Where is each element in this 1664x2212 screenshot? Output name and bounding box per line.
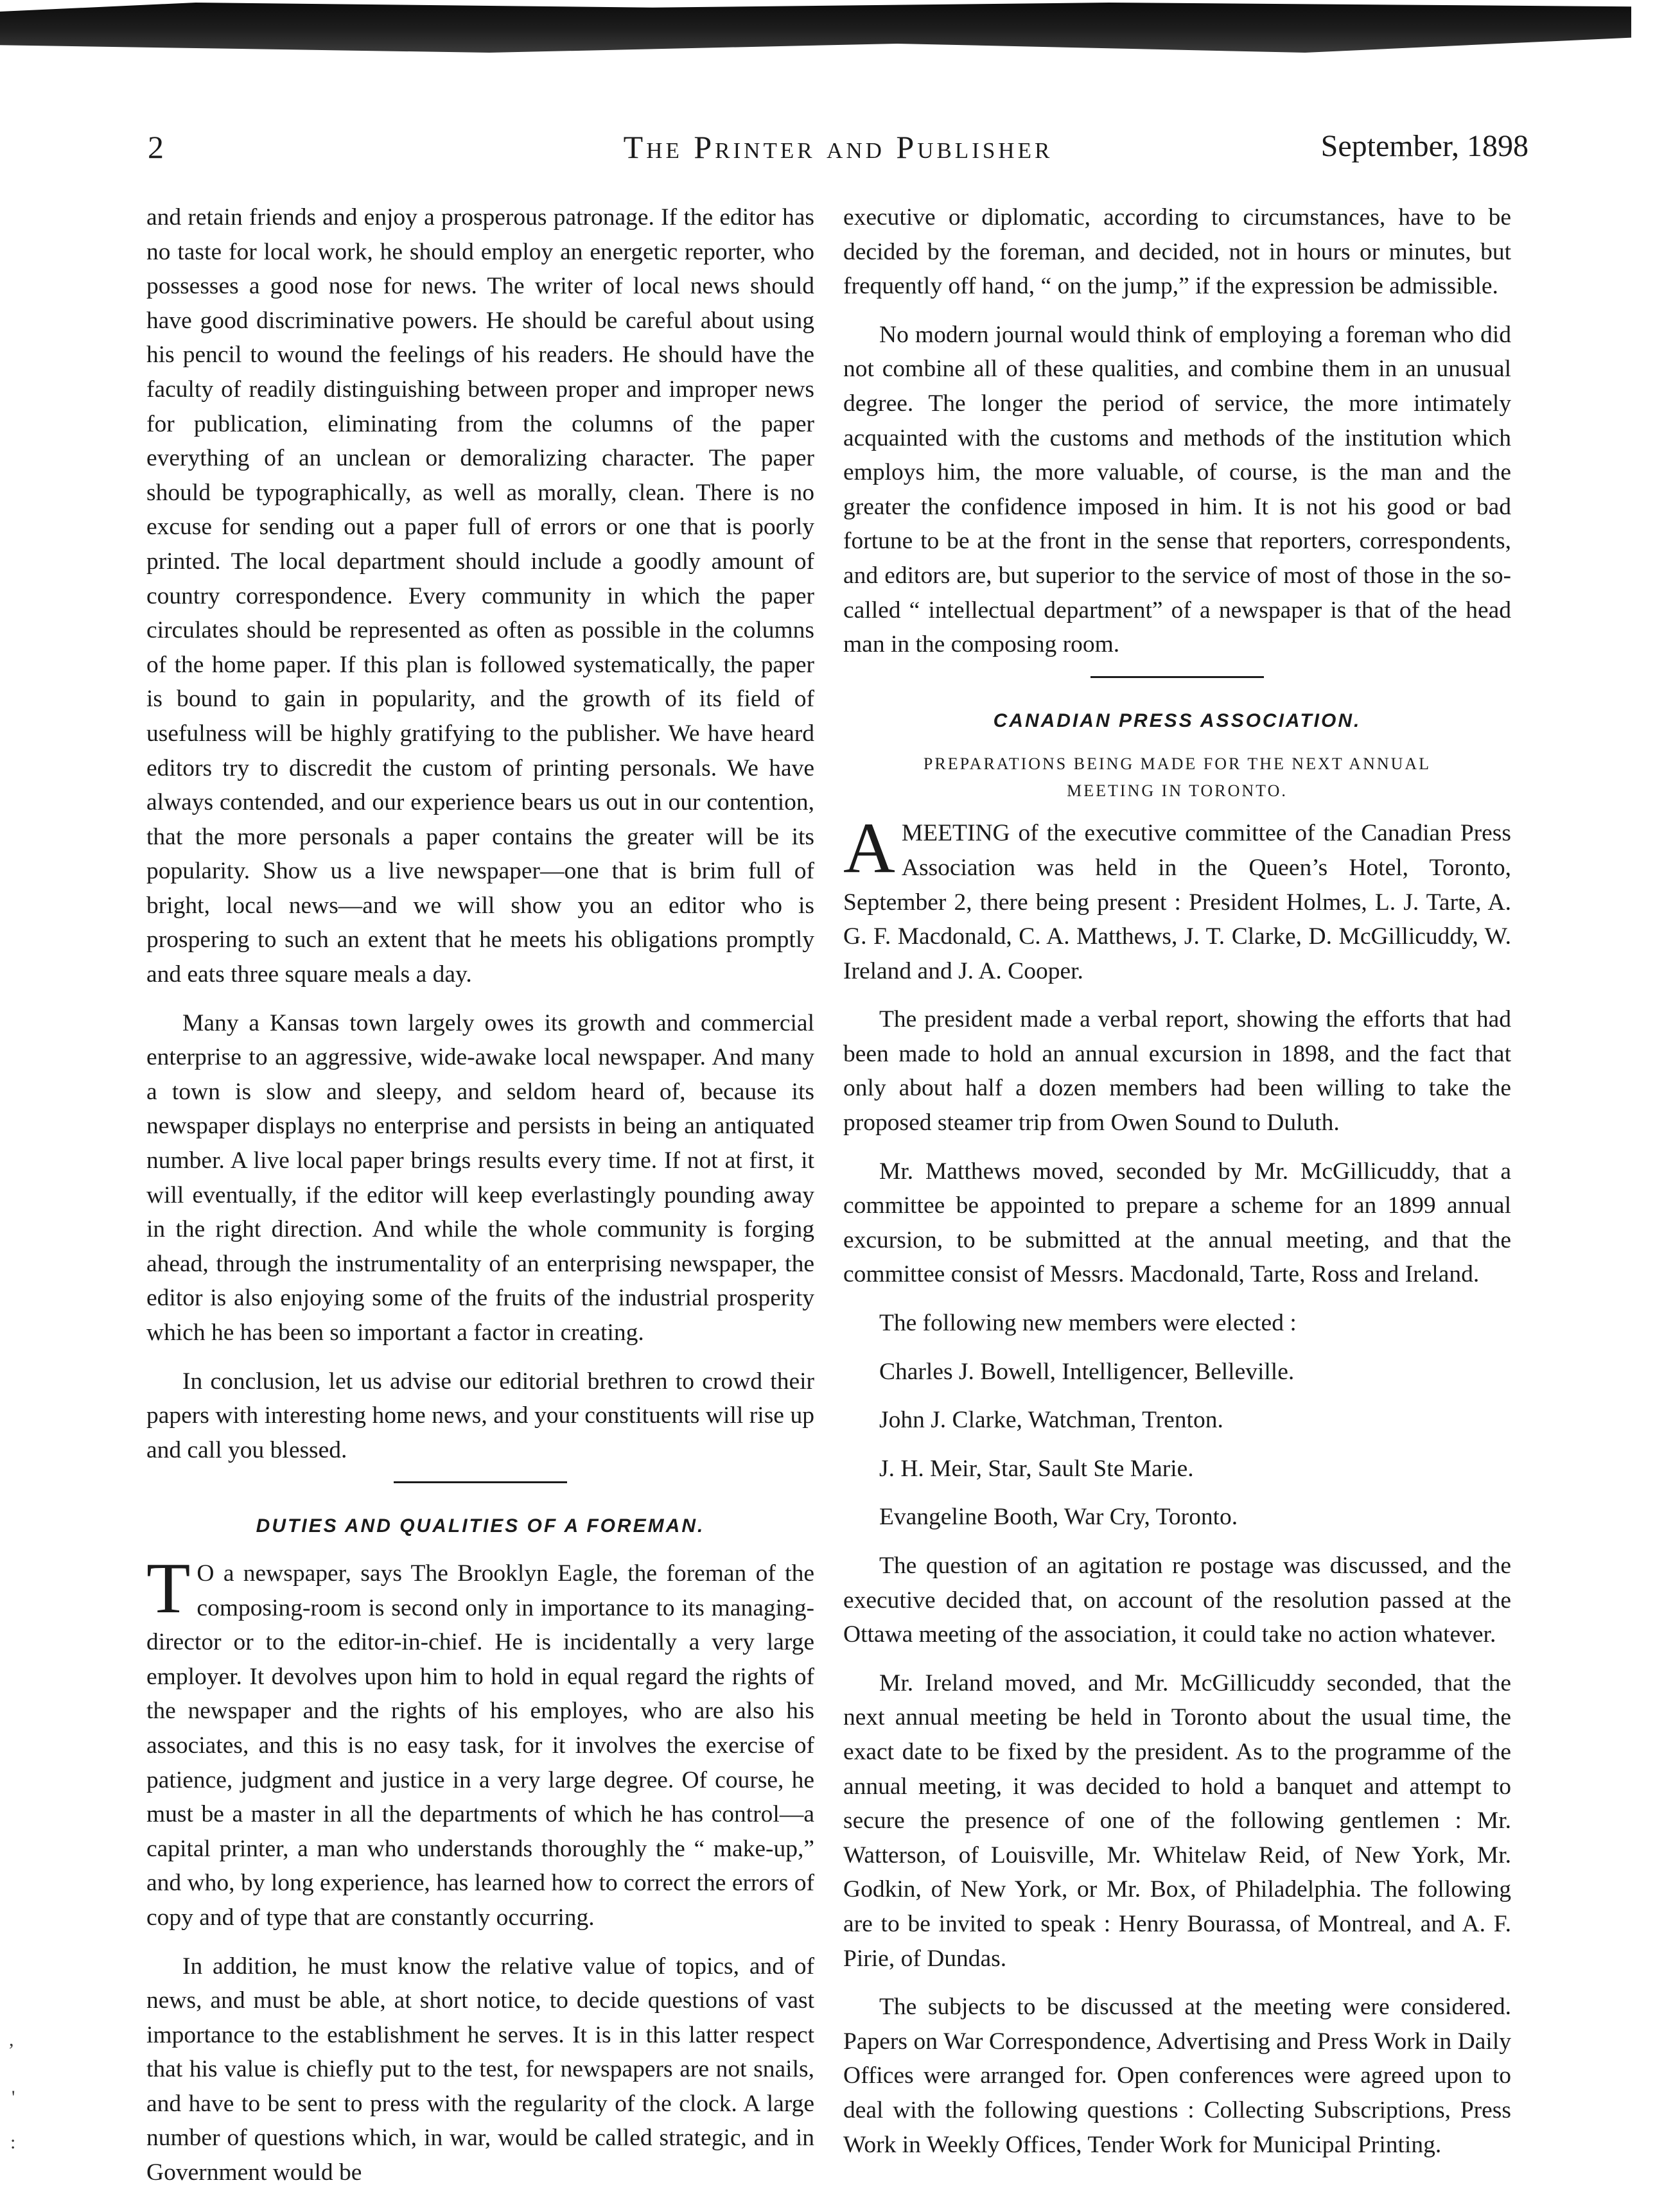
- right-column: [843, 200, 1511, 2176]
- margin-speck: ': [12, 2087, 15, 2108]
- paragraph-text: MEETING of the executive committee of the Canadian Press Association was held in the Queen’s Hotel, Toronto, September 2, there being present : President Holmes, L. J. Tarte, A. G. F. Macdonald, C. A. Matthews, J. T. Clarke, D. McGillicuddy, W. Ireland and J. A. Cooper.: [843, 820, 1511, 984]
- left-column: [146, 200, 814, 2204]
- paragraph: Mr. Matthews moved, seconded by Mr. McGillicuddy, that a committee be appointed to prepare a scheme for an 1899 annual excursion, to be submitted at the annual meeting, and that the committee consist of Messrs. Macdonald, Tarte, Ross and Ireland.: [843, 1158, 1511, 1288]
- members-intro: The following new members were elected :: [879, 1310, 1297, 1337]
- paragraph: No modern journal would think of employing a foreman who did not combine all of these qualities, and combine them in an unusual degree. The longer the period of service, the more intimately acquainted with the customs and methods of the institution which employs him, the more valuable, of course, is the man and the greater the confidence imposed in him. It is not his good or bad fortune to be at the front in the sense that reporters, correspondents, and editors are, but superior to the service of most of those in the so-called “ intellectual department” of a newspaper is that of the head man in the composing room.: [843, 321, 1511, 658]
- journal-title: The Printer and Publisher: [623, 129, 1053, 165]
- member-entry: J. H. Meir, Star, Sault Ste Marie.: [879, 1455, 1194, 1482]
- drop-cap: T: [146, 1548, 191, 1628]
- paragraph: executive or diplomatic, according to circumstances, have to be decided by the foreman, and decided, not in hours or minutes, but frequently off hand, “ on the jump,” if the expression be admissible.: [843, 204, 1511, 300]
- paragraph: In conclusion, let us advise our editorial brethren to crowd their papers with interesting home news, and your constituents will rise up and call you blessed.: [146, 1368, 814, 1463]
- paragraph: In addition, he must know the relative value of topics, and of news, and must be able, at short notice, to decide questions of vast importance to the establishment he serves. It is in this latter respect that his value is chiefly put to the test, for newspapers are not snails, and have to be sent to press with the regularity of the clock. A large number of questions which, in war, would be called strategic, and in Government would be: [146, 1953, 814, 2186]
- section-divider: [394, 1481, 567, 1483]
- page-header: [148, 128, 1528, 180]
- drop-cap: A: [843, 808, 895, 889]
- subhead-line: MEETING IN TORONTO.: [1067, 781, 1288, 801]
- member-entry: John J. Clarke, Watchman, Trenton.: [879, 1407, 1223, 1434]
- scanned-top-border: [0, 3, 1631, 53]
- section-title-cpa: CANADIAN PRESS ASSOCIATION.: [993, 710, 1362, 731]
- paragraph-dropcap: [146, 1548, 814, 1935]
- member-entry: Evangeline Booth, War Cry, Toronto.: [879, 1504, 1238, 1531]
- paragraph: Many a Kansas town largely owes its growth and commercial enterprise to an aggressive, wide-awake local newspaper. And many a town is slow and sleepy, and seldom heard of, because its newspaper displays no enterprise and persists in being an antiquated number. A live local paper brings results every time. If not at first, it will eventually, if the editor will keep everlastingly pounding away in the right direction. And while the whole community is forging ahead, through the instrumentality of an enterprising newspaper, the editor is also enjoying some of the fruits of the industrial prosperity which he has been so important a factor in creating.: [146, 1009, 814, 1346]
- subhead-line: PREPARATIONS BEING MADE FOR THE NEXT ANNUAL: [923, 754, 1432, 774]
- margin-speck: :: [10, 2132, 16, 2153]
- section-divider: [1090, 676, 1264, 678]
- paragraph: The question of an agitation re postage was discussed, and the executive decided that, on account of the resolution passed at the Ottawa meeting of the association, it could take no action whatever.: [843, 1553, 1511, 1648]
- paragraph-dropcap: [843, 808, 1511, 988]
- margin-speck: ,: [9, 2029, 14, 2050]
- paragraph-text: O a newspaper, says The Brooklyn Eagle, the foreman of the composing-room is second only in importance to its managing-director or to the editor-in-chief. He is incidentally a very large employer. It devolves upon him to hold in equal regard the rights of the newspaper and the rights of his employes, who are also his associates, and this is no easy task, for it involves the exercise of patience, judgment and justice in a very large degree. Of course, he must be a master in all the departments of which he has control—a capital printer, a man who understands thoroughly the “ make-up,” and who, by long experience, has learned how to correct the errors of copy and of type that are constantly occurring.: [146, 1560, 814, 1931]
- page-number: 2: [148, 129, 164, 165]
- section-subhead: [843, 751, 1511, 805]
- paragraph: The president made a verbal report, showing the efforts that had been made to hold an annual excursion in 1898, and the fact that only about half a dozen members had been willing to take the proposed steamer trip from Owen Sound to Duluth.: [843, 1006, 1511, 1136]
- paragraph: Mr. Ireland moved, and Mr. McGillicuddy seconded, that the next annual meeting be held in Toronto about the usual time, the exact date to be fixed by the president. As to the programme of the annual meeting, it was decided to hold a banquet and attempt to secure the presence of one of the following gentlemen : Mr. Watterson, of Louisville, Mr. Whitelaw Reid, of New York, Mr. Godkin, of New York, or Mr. Box, of Philadelphia. The following are to be invited to speak : Henry Bourassa, of Montreal, and A. F. Pirie, of Dundas.: [843, 1669, 1511, 1972]
- section-title-foreman: DUTIES AND QUALITIES OF A FOREMAN.: [256, 1515, 705, 1537]
- paragraph: and retain friends and enjoy a prosperous patronage. If the editor has no taste for local work, he should employ an energetic reporter, who possesses a good nose for news. The writer of local news should have good discriminative powers. He should be careful about using his pencil to wound the feelings of his readers. He should have the faculty of readily distinguishing between proper and improper news for publication, eliminating from the columns of the paper everything of an unclean or demoralizing character. The paper should be typographically, as well as morally, clean. There is no excuse for sending out a paper full of errors or one that is poorly printed. The local department should include a goodly amount of country correspondence. Every community in which the paper circulates should be represented as often as possible in the columns of the home paper. If this plan is followed systematically, the paper is bound to gain in popularity, and the growth of its field of usefulness will be highly gratifying to the publisher. We have heard editors try to discredit the custom of printing personals. We have always contended, and our experience bears us out in our contention, that the more personals a paper contains the greater will be its popularity. Show us a live newspaper—one that is brim full of bright, local news—and we will show you an editor who is prospering to such an extent that he meets his obligations promptly and eats three square meals a day.: [146, 204, 814, 988]
- member-entry: Charles J. Bowell, Intelligencer, Belleville.: [879, 1358, 1295, 1385]
- paragraph: The subjects to be discussed at the meeting were considered. Papers on War Correspondence, Advertising and Press Work in Daily Offices were arranged for. Open conferences were agreed upon to deal with the following questions : Collecting Subscriptions, Press Work in Weekly Offices, Tender Work for Municipal Printing.: [843, 1994, 1511, 2158]
- issue-date: September, 1898: [1320, 129, 1528, 163]
